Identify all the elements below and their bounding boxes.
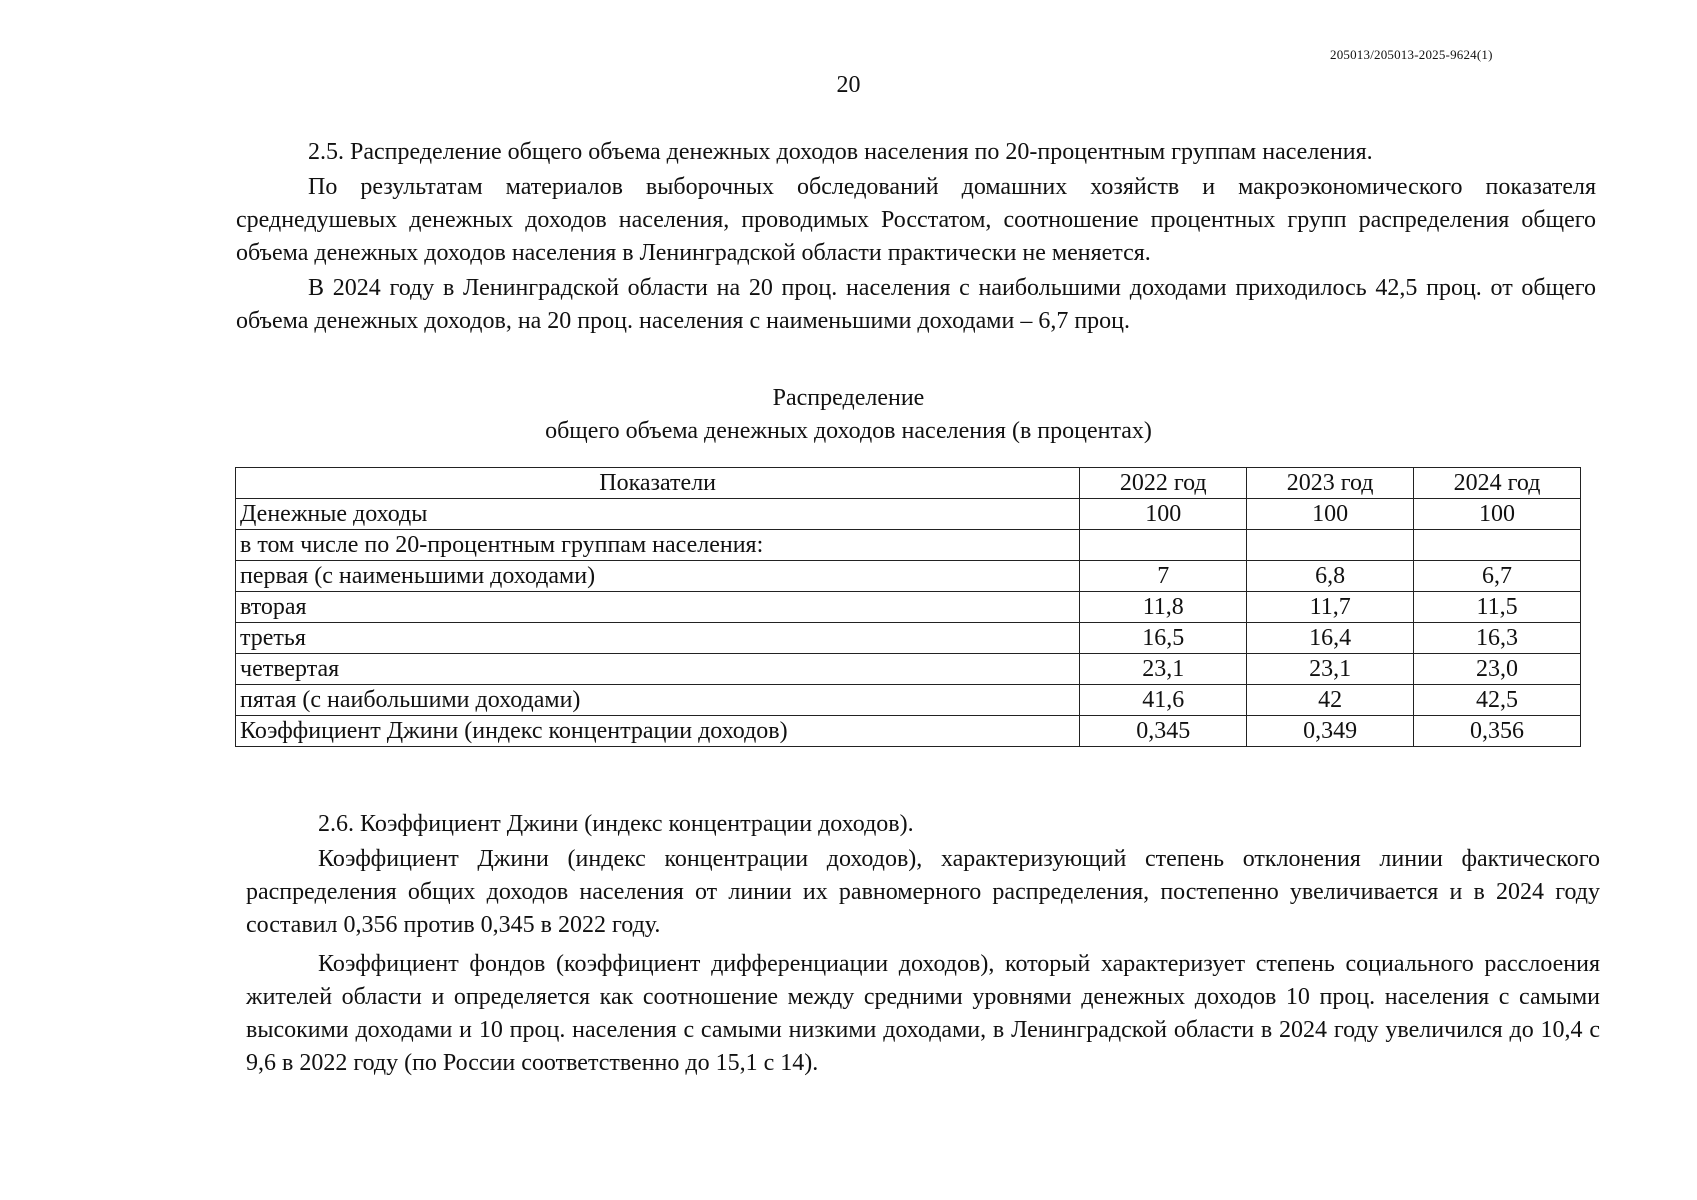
- cell-2023: 16,4: [1247, 623, 1414, 654]
- table-row: [236, 716, 1581, 747]
- header-2022: 2022 год: [1080, 468, 1247, 499]
- cell-2023: 42: [1247, 685, 1414, 716]
- cell-2022: 100: [1080, 499, 1247, 530]
- table-row: [236, 623, 1581, 654]
- cell-2023: [1247, 530, 1414, 561]
- table-row: [236, 499, 1581, 530]
- section-2-5-paragraph-2: В 2024 году в Ленинградской области на 20 проц. населения с наибольшими доходами приходилось 42,5 проц. от общего объема денежных доходов, на 20 проц. населения с наименьшими доходами – 6,7 проц.: [236, 275, 1596, 334]
- document-id: 205013/205013-2025-9624(1): [1330, 47, 1493, 62]
- cell-2023: 23,1: [1247, 654, 1414, 685]
- table-row: [236, 592, 1581, 623]
- table-title-line-1: Распределение: [772, 385, 925, 411]
- page-number: 20: [836, 72, 861, 98]
- section-2-5-heading: 2.5. Распределение общего объема денежных доходов населения по 20-процентным группам населения.: [308, 139, 1373, 165]
- income-distribution-table: [235, 467, 1581, 747]
- cell-2022: [1080, 530, 1247, 561]
- header-2024: 2024 год: [1414, 468, 1581, 499]
- cell-2024: 6,7: [1414, 561, 1581, 592]
- row-label: в том числе по 20-процентным группам населения:: [236, 530, 1080, 561]
- table-title: [0, 382, 1697, 448]
- row-label: Денежные доходы: [236, 499, 1080, 530]
- row-label: третья: [236, 623, 1080, 654]
- section-2-6-heading: 2.6. Коэффициент Джини (индекс концентрации доходов).: [318, 811, 914, 837]
- header-indicators: Показатели: [236, 468, 1080, 499]
- row-label: четвертая: [236, 654, 1080, 685]
- table-row: [236, 685, 1581, 716]
- section-2-6-paragraph-1: Коэффициент Джини (индекс концентрации доходов), характеризующий степень отклонения линии фактического распределения общих доходов населения от линии их равномерного распределения, постепенно увеличивается и в 2024 году составил 0,356 против 0,345 в 2022 году.: [246, 846, 1600, 938]
- section-2-6: [246, 808, 1600, 1080]
- row-label: первая (с наименьшими доходами): [236, 561, 1080, 592]
- table-row: [236, 654, 1581, 685]
- cell-2024: 100: [1414, 499, 1581, 530]
- cell-2024: 0,356: [1414, 716, 1581, 747]
- section-2-6-paragraph-2: Коэффициент фондов (коэффициент дифференциации доходов), который характеризует степень социального расслоения жителей области и определяется как соотношение между средними уровнями денежных доходов 10 проц. населения с самыми высокими доходами и 10 проц. населения с самыми низкими доходами, в Ленинградской области в 2024 году увеличился до 10,4 с 9,6 в 2022 году (по России соответственно до 15,1 с 14).: [246, 951, 1600, 1076]
- cell-2024: 42,5: [1414, 685, 1581, 716]
- cell-2023: 0,349: [1247, 716, 1414, 747]
- cell-2023: 11,7: [1247, 592, 1414, 623]
- table-title-line-2: общего объема денежных доходов населения (в процентах): [545, 418, 1152, 444]
- table-header-row: [236, 468, 1581, 499]
- section-2-5-paragraph-1: По результатам материалов выборочных обследований домашних хозяйств и макроэкономического показателя среднедушевых денежных доходов населения, проводимых Росстатом, соотношение процентных групп распределения общего объема денежных доходов населения в Ленинградской области практически не меняется.: [236, 174, 1596, 266]
- cell-2024: 11,5: [1414, 592, 1581, 623]
- table-row: [236, 530, 1581, 561]
- cell-2022: 16,5: [1080, 623, 1247, 654]
- cell-2023: 6,8: [1247, 561, 1414, 592]
- cell-2022: 23,1: [1080, 654, 1247, 685]
- cell-2022: 41,6: [1080, 685, 1247, 716]
- header-2023: 2023 год: [1247, 468, 1414, 499]
- cell-2022: 0,345: [1080, 716, 1247, 747]
- row-label: вторая: [236, 592, 1080, 623]
- cell-2024: [1414, 530, 1581, 561]
- table-row: [236, 561, 1581, 592]
- section-2-5: [236, 136, 1596, 338]
- cell-2023: 100: [1247, 499, 1414, 530]
- row-label: Коэффициент Джини (индекс концентрации доходов): [236, 716, 1080, 747]
- cell-2024: 16,3: [1414, 623, 1581, 654]
- cell-2024: 23,0: [1414, 654, 1581, 685]
- cell-2022: 7: [1080, 561, 1247, 592]
- cell-2022: 11,8: [1080, 592, 1247, 623]
- row-label: пятая (с наибольшими доходами): [236, 685, 1080, 716]
